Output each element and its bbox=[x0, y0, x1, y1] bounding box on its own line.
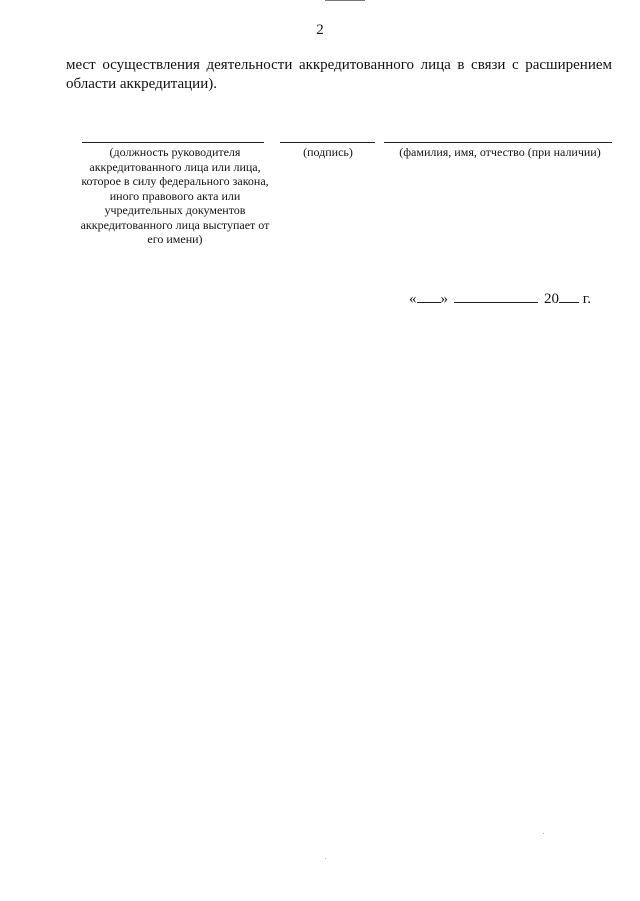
date-open-quote: « bbox=[409, 291, 417, 307]
date-line bbox=[409, 290, 591, 308]
signature-caption: (подпись) bbox=[303, 145, 353, 159]
position-caption: (должность руководителя аккредитованного лица или лица, которое в силу федерального закона, иного правового акта или учредительных документов аккредитованного лица выступает от его имени) bbox=[80, 145, 270, 246]
top-edge-mark bbox=[325, 0, 365, 1]
position-signature-line bbox=[82, 142, 264, 143]
scan-speck bbox=[543, 833, 544, 834]
page-number: 2 bbox=[316, 22, 324, 38]
year-prefix: 20 bbox=[544, 291, 559, 307]
day-blank bbox=[417, 290, 441, 303]
body-line-2: области аккредитации). bbox=[66, 76, 217, 92]
signature-line bbox=[280, 142, 375, 143]
full-name-line bbox=[384, 142, 612, 143]
date-close-quote: » bbox=[440, 291, 448, 307]
body-paragraph bbox=[66, 56, 612, 94]
body-line-1: мест осуществления деятельности аккредитованного лица в связи с расширением bbox=[66, 57, 612, 73]
month-blank bbox=[454, 290, 538, 303]
year-suffix: г. bbox=[582, 291, 591, 307]
full-name-caption: (фамилия, имя, отчество (при наличии) bbox=[399, 145, 601, 159]
year-blank bbox=[559, 290, 579, 303]
scan-speck bbox=[325, 858, 326, 859]
